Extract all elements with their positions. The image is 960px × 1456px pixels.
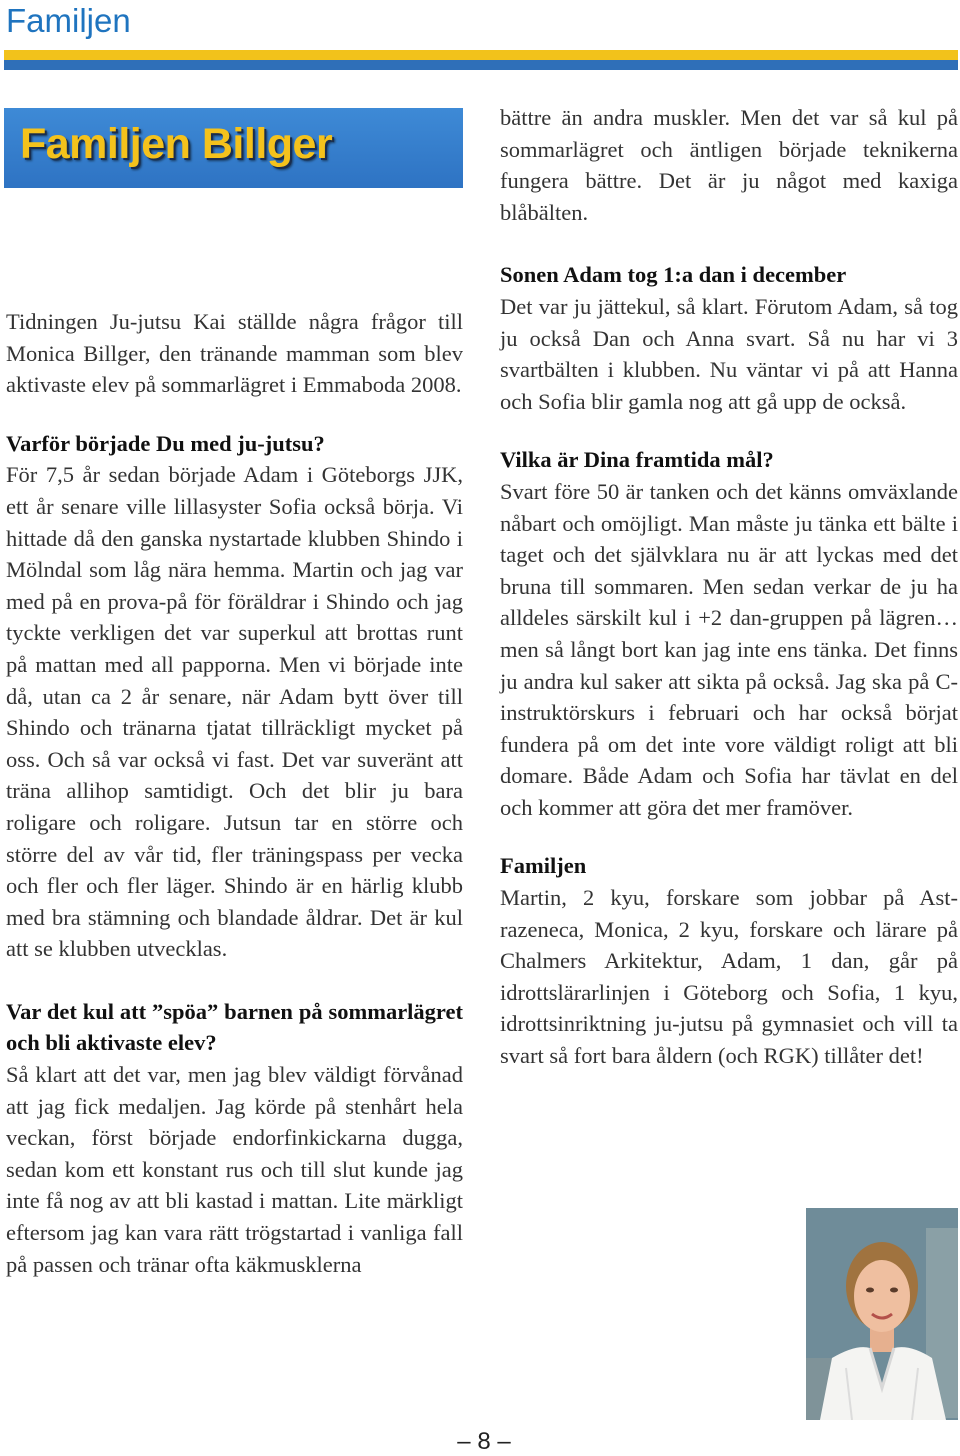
section-title: Familjen (6, 2, 131, 39)
page-number: – 8 – (457, 1428, 511, 1455)
article-title: Familjen Billger (20, 120, 333, 168)
question-heading: Vilka är Dina framtida mål? (500, 447, 774, 473)
answer-paragraph: Det var ju jättekul, så klart. Förutom Adam, så tog ju också Dan och Anna svart. Så nu har vi 3 svartbälten i klubben. Nu väntar vi på att Hanna och Sofia blir gamla nog att gå upp de också. (500, 293, 958, 414)
right-column (500, 102, 958, 1072)
family-heading: Familjen (500, 853, 587, 879)
answer-paragraph: Så klart att det var, men jag blev väldigt förvånad att jag fick medaljen. Jag körde på stenhårt hela veckan, först började endorfinkickarna dugga, sedan kom ett konstant rus och till slut kunde jag inte få nog av att bli kastad i mattan. Lite märkligt eftersom jag kan vara rätt trögstartad i vanliga fall på passen och tränar ofta käkmusklerna (6, 1062, 463, 1277)
question-heading: Varför började Du med ju-jutsu? (6, 430, 325, 456)
article-banner (4, 108, 463, 188)
intro-paragraph: Tidningen Ju-jutsu Kai ställde några frågor till Monica Billger, den tränande mamman som blev aktivaste elev på sommarlägret i Emmaboda 2008. (6, 309, 463, 398)
question-heading: Sonen Adam tog 1:a dan i december (500, 262, 847, 288)
left-column (6, 306, 463, 1280)
answer-paragraph: Svart före 50 är tanken och det känns omväxlande nåbart och omöjligt. Man måste ju tänka ett bälte i taget och det självklara nu är att lyckas med det bruna till sommaren. Men sedan verkar de ju ha alldeles särskilt kul i +2 dan-gruppen på lägren… men så långt bort kan jag inte ens tänka. Det finns ju andra kul saker att sikta på också. Jag ska på C-instruktörskurs i februari och har också börjat fundera på om det inte vore väldigt roligt att bli domare. Både Adam och Sofia har tävlat en del och kommer att göra det mer framöver. (500, 478, 958, 820)
portrait-illustration (806, 1208, 958, 1420)
portrait-photo (806, 1208, 958, 1420)
question-heading: Var det kul att ”spöa” barnen på sommarlägret och bli aktivaste elev? (6, 998, 463, 1056)
header-stripe (4, 50, 958, 70)
family-paragraph: Martin, 2 kyu, forskare som jobbar på Astrazeneca, Monica, 2 kyu, forskare och lärare på Chalmers Arkitektur, Adam, 1 dan, går på idrottslärarlinjen i Göteborg och Sofia, 1 kyu, idrottsinriktning ju-jutsu på gymnasiet och vill ta svart så fort bara åldern (och RGK) tillåter det! (500, 885, 958, 1069)
continuation-paragraph: bättre än andra muskler. Men det var så kul på sommarlägret och äntligen började teknikerna fungera bättre. Det är ju något med kaxiga blåbälten. (500, 105, 958, 225)
answer-paragraph: För 7,5 år sedan började Adam i Göteborgs JJK, ett år senare ville lillasyster Sofia också börja. Vi hittade då den ganska nystartade klubben Shindo i Mölndal som låg nära hemma. Martin och jag var med på en prova-på för föräldrar i Shindo och jag tyckte verkligen det var superkul att brottas runt på mattan med all papporna. Men vi började inte då, utan ca 2 år senare, när Adam bytt över till Shindo och tränarna tjatat tillräckligt mycket på oss. Och så var också vi fast. Det var suveränt att träna allihop samtidigt. Och det blir ju bara roligare och roligare. Jutsun tar en större och större del av vår tid, fler träningspass per vecka och fler och fler läger. Shindo är en härlig klubb med bra stämning och blandade åldrar. Det är kul att se klubben utvecklas. (6, 462, 463, 962)
